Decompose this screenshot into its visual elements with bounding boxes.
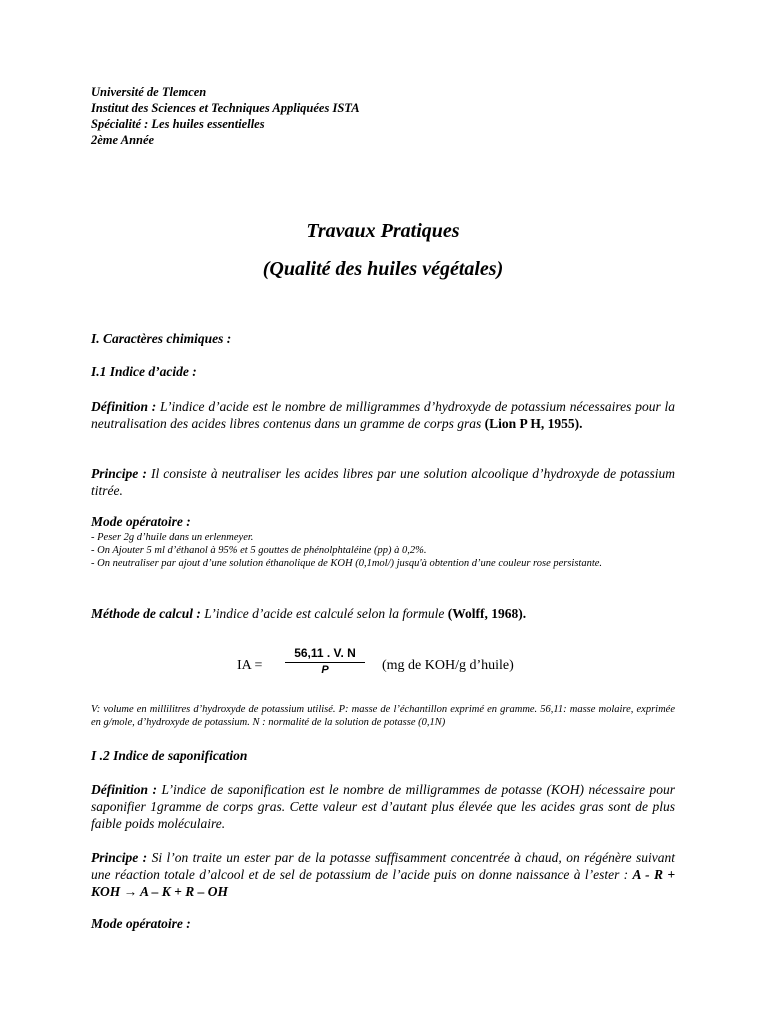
calc-text: L’indice d’acide est calculé selon la formule [200, 606, 448, 621]
page-subtitle: (Qualité des huiles végétales) [262, 258, 504, 280]
list-item: - On neutraliser par ajout d’une solution éthanolique de KOH (0,1mol/) jusqu'à obtention d’une couleur rose persistante. [91, 558, 603, 569]
section-heading: I. Caractères chimiques : [91, 331, 232, 346]
mode-heading-saponification: Mode opératoire : [91, 916, 191, 931]
subsection-heading-saponification: I .2 Indice de saponification [91, 748, 248, 763]
principe-label: Principe : [91, 466, 147, 481]
definition-text: L’indice de saponification est le nombre de milligrammes de potasse (KOH) nécessaire pour saponifier 1gramme de corps gras. Cette valeur est d’autant plus élevée que les acides gras sont de plus faible poids moléculaire. [91, 782, 675, 831]
page-title: Travaux Pratiques [306, 220, 460, 242]
formula-legend: V: volume en millilitres d’hydroxyde de potassium utilisé. P: masse de l’échantillon exprimé en gramme. 56,11: masse molaire, exprimée en g/mole, d’hydroxyde de potassium. N : normalité de la solution de potasse (0,1N) [91, 704, 675, 728]
definition-paragraph-acid [91, 398, 675, 432]
principe-paragraph-acid [91, 465, 675, 499]
document-page [91, 84, 676, 931]
list-item: - Peser 2g d’huile dans un erlenmeyer. [91, 532, 254, 543]
institute-name: Institut des Sciences et Techniques Appliquées ISTA [91, 101, 360, 115]
mode-heading-acid: Mode opératoire : [91, 514, 191, 529]
principe-text: Si l’on traite un ester par de la potasse suffisamment concentrée à chaud, on régénère suivant une réaction totale d’alcool et de sel de potassium de l’acide puis on donne naissance à l’ester : [91, 850, 675, 882]
principe-paragraph-saponification [91, 849, 675, 900]
formula-numerator: 56,11 . V. N [285, 646, 365, 663]
acid-index-formula [237, 646, 597, 686]
principe-text: Il consiste à neutraliser les acides libres par une solution alcoolique d’hydroxyde de potassium titrée. [91, 466, 675, 498]
definition-label: Définition : [91, 782, 157, 797]
formula-unit: (mg de KOH/g d’huile) [382, 658, 514, 673]
university-name: Université de Tlemcen [91, 85, 207, 99]
subsection-heading-acid: I.1 Indice d’acide : [91, 364, 197, 379]
calc-label: Méthode de calcul : [91, 606, 201, 621]
definition-ref: (Lion P H, 1955). [484, 416, 583, 431]
definition-paragraph-saponification [91, 781, 675, 832]
year: 2ème Année [91, 133, 155, 147]
formula-fraction [285, 646, 365, 676]
formula-lhs: IA = [237, 658, 263, 673]
definition-text: L’indice d’acide est le nombre de milligrammes d’hydroxyde de potassium nécessaires pour la neutralisation des acides libres contenus dans un gramme de corps gras [91, 399, 675, 431]
reaction-equation: A - R + KOH → A – K + R – OH [91, 867, 676, 899]
definition-label: Définition : [91, 399, 157, 414]
principe-label: Principe : [91, 850, 148, 865]
formula-denominator: P [321, 664, 329, 676]
calc-ref: (Wolff, 1968). [447, 606, 527, 621]
steps-list [91, 531, 675, 570]
speciality: Spécialité : Les huiles essentielles [91, 117, 265, 131]
list-item: - On Ajouter 5 ml d’éthanol à 95% et 5 gouttes de phénolphtaléine (pp) à 0,2%. [91, 545, 427, 556]
institution-header [91, 84, 675, 148]
calc-paragraph [91, 605, 675, 622]
